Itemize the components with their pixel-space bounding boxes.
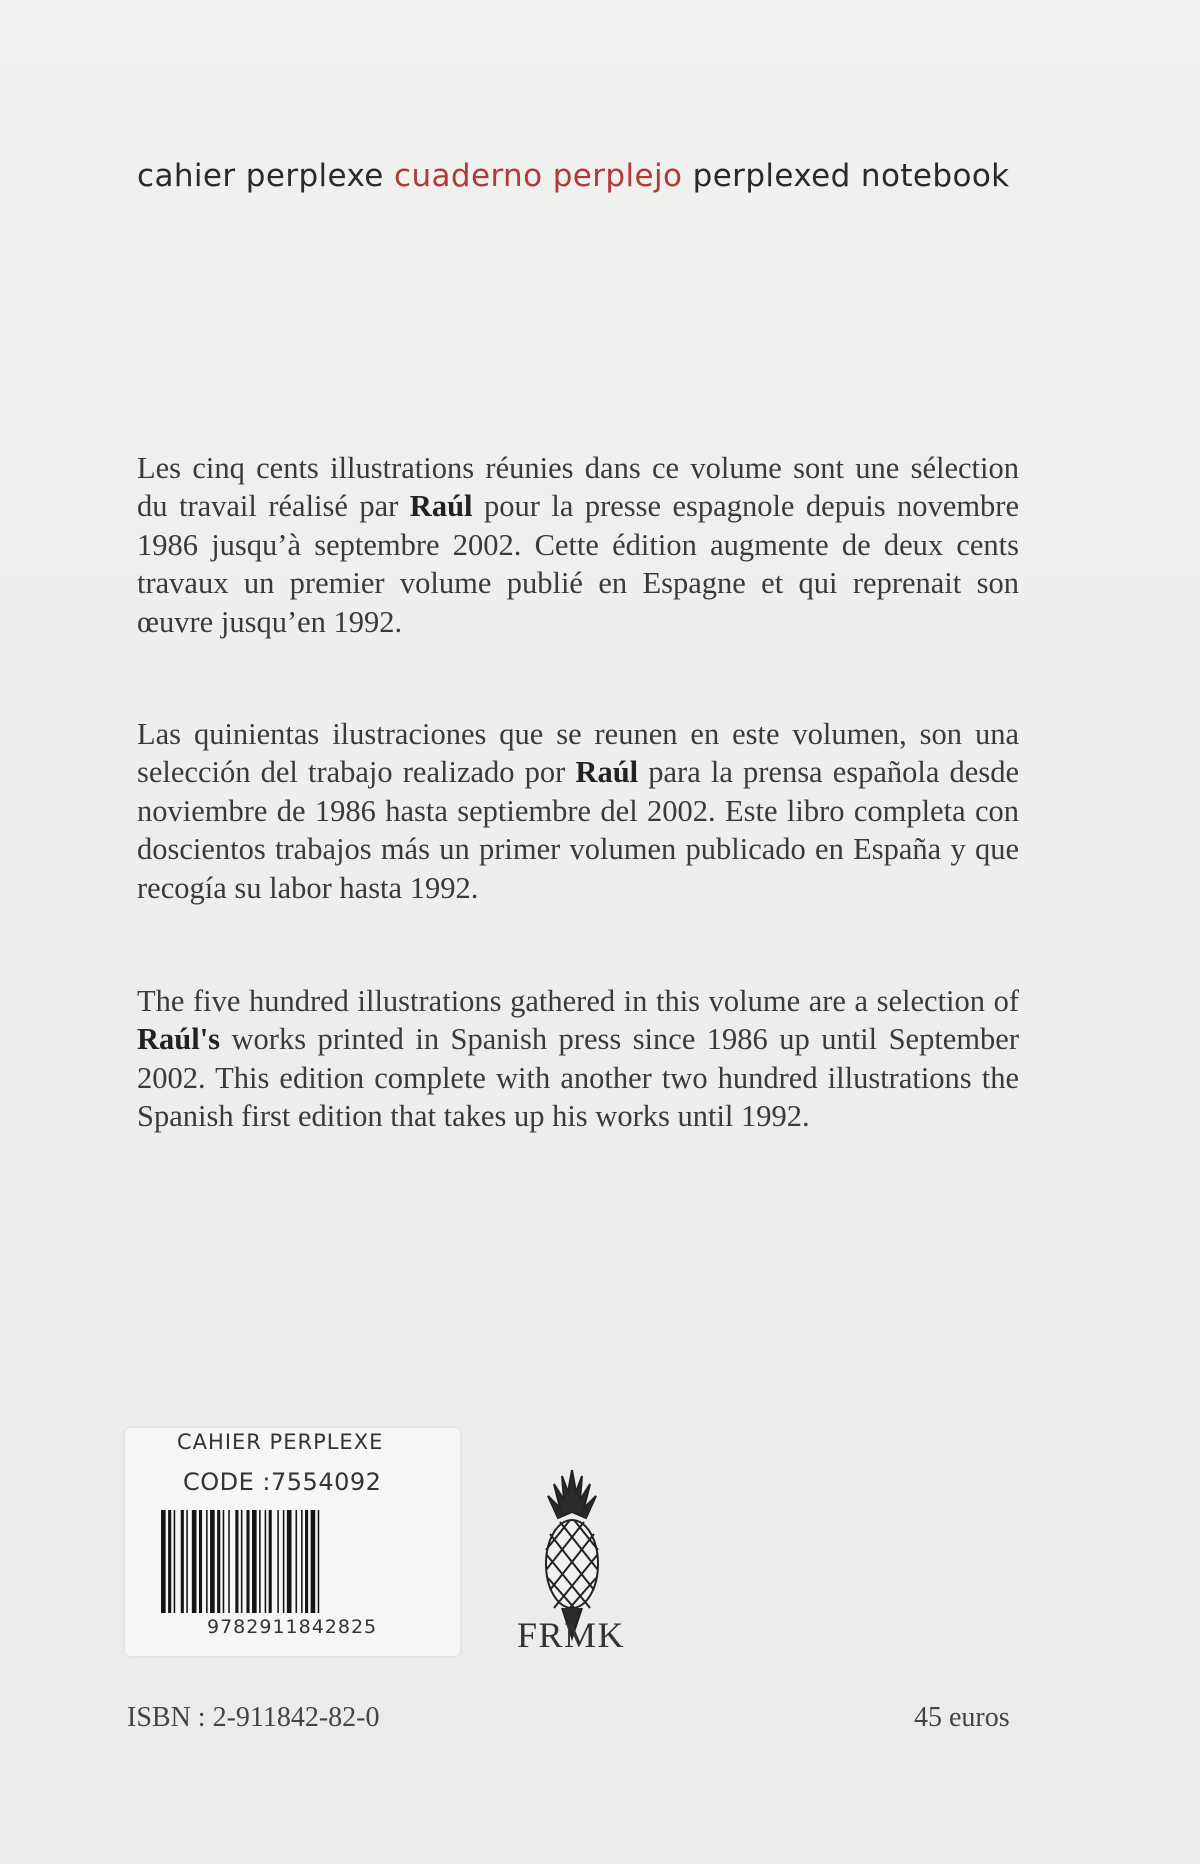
barcode-bar [283,1510,285,1613]
barcode-bar [296,1510,298,1613]
series-title-en: perplexed notebook [692,158,1010,194]
barcode-bar [252,1510,257,1613]
barcode-bar [235,1510,238,1613]
series-title [137,158,1010,194]
barcode-bar [277,1510,279,1613]
barcode-bar [259,1510,261,1613]
blurb-french [137,449,1019,641]
publisher-name: FRMK [517,1615,626,1655]
barcode-bar [206,1510,208,1613]
artist-name: Raúl [409,489,473,524]
blurb-english-text-1: The five hundred illustrations gathered in this volume are a selection of [137,984,1019,1018]
artist-name: Raúl's [137,1022,221,1057]
barcode-bar [287,1510,292,1613]
blurb-english [137,982,1019,1136]
price: 45 euros [914,1702,1010,1733]
blurb-english-text-2: works printed in Spanish press since 1986 up until September 2002. This edition complete with another two hundred illustrations the Spanish first edition that takes up his works until 1992. [137,1022,1019,1134]
barcode-bar [301,1510,303,1613]
barcode-bar [246,1510,249,1613]
barcode-bar [269,1510,272,1613]
barcode-bar [161,1510,166,1613]
barcode-bar [168,1510,171,1613]
barcode-bar [186,1510,188,1613]
barcode-bar [241,1510,243,1613]
barcode-bar [311,1510,316,1613]
blurb-spanish-text-2: para la prensa española desde noviembre de 1986 hasta septiembre del 2002. Este libro completa con doscientos trabajos más un primer volumen publicado en España y que recogía su labor hasta 1992. [137,755,1019,905]
series-title-es: cuaderno perplejo [394,158,683,194]
sticker-code: CODE :7554092 [183,1468,382,1496]
blurb-spanish-text-1: Las quinientas ilustraciones que se reunen en este volumen, son una selección del trabajo realizado por [137,717,1019,790]
barcode-bar [223,1510,225,1613]
barcode-bar [210,1510,215,1613]
blurb-spanish [137,715,1019,907]
barcode-bar [305,1510,308,1613]
barcode-number: 9782911842825 [207,1616,378,1638]
barcode-bar [217,1510,220,1613]
barcode-sticker [125,1428,460,1656]
isbn: ISBN : 2-911842-82-0 [127,1702,380,1733]
barcode-bar [181,1510,184,1613]
barcode-bar [228,1510,230,1613]
barcode-bar [318,1510,320,1613]
series-title-fr: cahier perplexe [137,158,384,194]
blurb-french-text-1: Les cinq cents illustrations réunies dans ce volume sont une sélection du travail réalisé par [137,451,1019,524]
artist-name: Raúl [575,755,639,790]
sticker-series-label: CAHIER PERPLEXE [177,1430,384,1454]
blurb-french-text-2: pour la presse espagnole depuis novembre 1986 jusqu’à septembre 2002. Cette édition augmente de deux cents travaux un premier volume publié en Espagne et qui reprenait son œuvre jusqu’en 1992. [137,489,1019,639]
barcode-bar [192,1510,197,1613]
barcode-bar [174,1510,176,1613]
barcode-bar [199,1510,202,1613]
barcode [161,1510,439,1613]
barcode-bar [265,1510,267,1613]
